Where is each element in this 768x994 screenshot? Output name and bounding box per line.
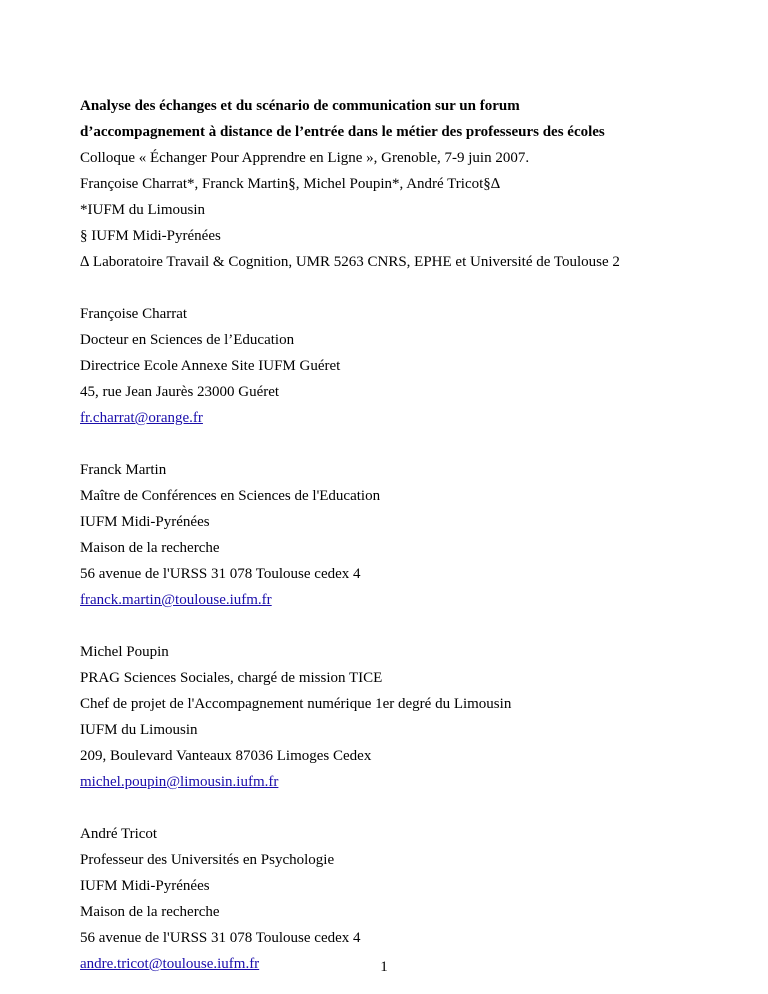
author-position: Directrice Ecole Annexe Site IUFM Guéret	[80, 358, 341, 374]
author-block-tricot	[80, 821, 720, 977]
author-title: Professeur des Universités en Psychologie	[80, 852, 335, 868]
author-building: Maison de la recherche	[80, 904, 220, 920]
conference-line: Colloque « Échanger Pour Apprendre en Ligne », Grenoble, 7-9 juin 2007.	[80, 150, 530, 166]
spacer	[80, 795, 720, 821]
author-name: Michel Poupin	[80, 644, 169, 660]
author-block-martin	[80, 457, 720, 613]
document-content	[80, 93, 720, 977]
page-number: 1	[380, 959, 388, 975]
author-email-link[interactable]: michel.poupin@limousin.iufm.fr	[80, 774, 279, 790]
author-title: Docteur en Sciences de l’Education	[80, 332, 295, 348]
author-block-charrat	[80, 301, 720, 431]
author-email-link[interactable]: fr.charrat@orange.fr	[80, 410, 203, 426]
author-title: Maître de Conférences en Sciences de l'Education	[80, 488, 381, 504]
title-line-2: d’accompagnement à distance de l’entrée dans le métier des professeurs des écoles	[80, 124, 605, 140]
authors-line: Françoise Charrat*, Franck Martin§, Michel Poupin*, André Tricot§∆	[80, 176, 500, 192]
author-address: 56 avenue de l'URSS 31 078 Toulouse cedex 4	[80, 566, 361, 582]
author-email-link[interactable]: andre.tricot@toulouse.iufm.fr	[80, 956, 260, 972]
affiliation-laboratoire: ∆ Laboratoire Travail & Cognition, UMR 5263 CNRS, EPHE et Université de Toulouse 2	[80, 254, 620, 270]
author-email-link[interactable]: franck.martin@toulouse.iufm.fr	[80, 592, 272, 608]
author-building: Maison de la recherche	[80, 540, 220, 556]
author-name: André Tricot	[80, 826, 158, 842]
author-name: Françoise Charrat	[80, 306, 188, 322]
affiliation-midi-pyrenees: § IUFM Midi-Pyrénées	[80, 228, 221, 244]
spacer	[80, 613, 720, 639]
author-institution: IUFM Midi-Pyrénées	[80, 878, 210, 894]
author-name: Franck Martin	[80, 462, 167, 478]
author-address: 45, rue Jean Jaurès 23000 Guéret	[80, 384, 280, 400]
author-role: Chef de projet de l'Accompagnement numérique 1er degré du Limousin	[80, 696, 512, 712]
author-address: 56 avenue de l'URSS 31 078 Toulouse cedex 4	[80, 930, 361, 946]
author-block-poupin	[80, 639, 720, 795]
author-title: PRAG Sciences Sociales, chargé de mission TICE	[80, 670, 383, 686]
spacer	[80, 275, 720, 301]
author-institution: IUFM du Limousin	[80, 722, 198, 738]
title-line-1: Analyse des échanges et du scénario de communication sur un forum	[80, 98, 520, 114]
author-institution: IUFM Midi-Pyrénées	[80, 514, 210, 530]
affiliation-limousin: *IUFM du Limousin	[80, 202, 206, 218]
author-address: 209, Boulevard Vanteaux 87036 Limoges Cedex	[80, 748, 372, 764]
spacer	[80, 431, 720, 457]
